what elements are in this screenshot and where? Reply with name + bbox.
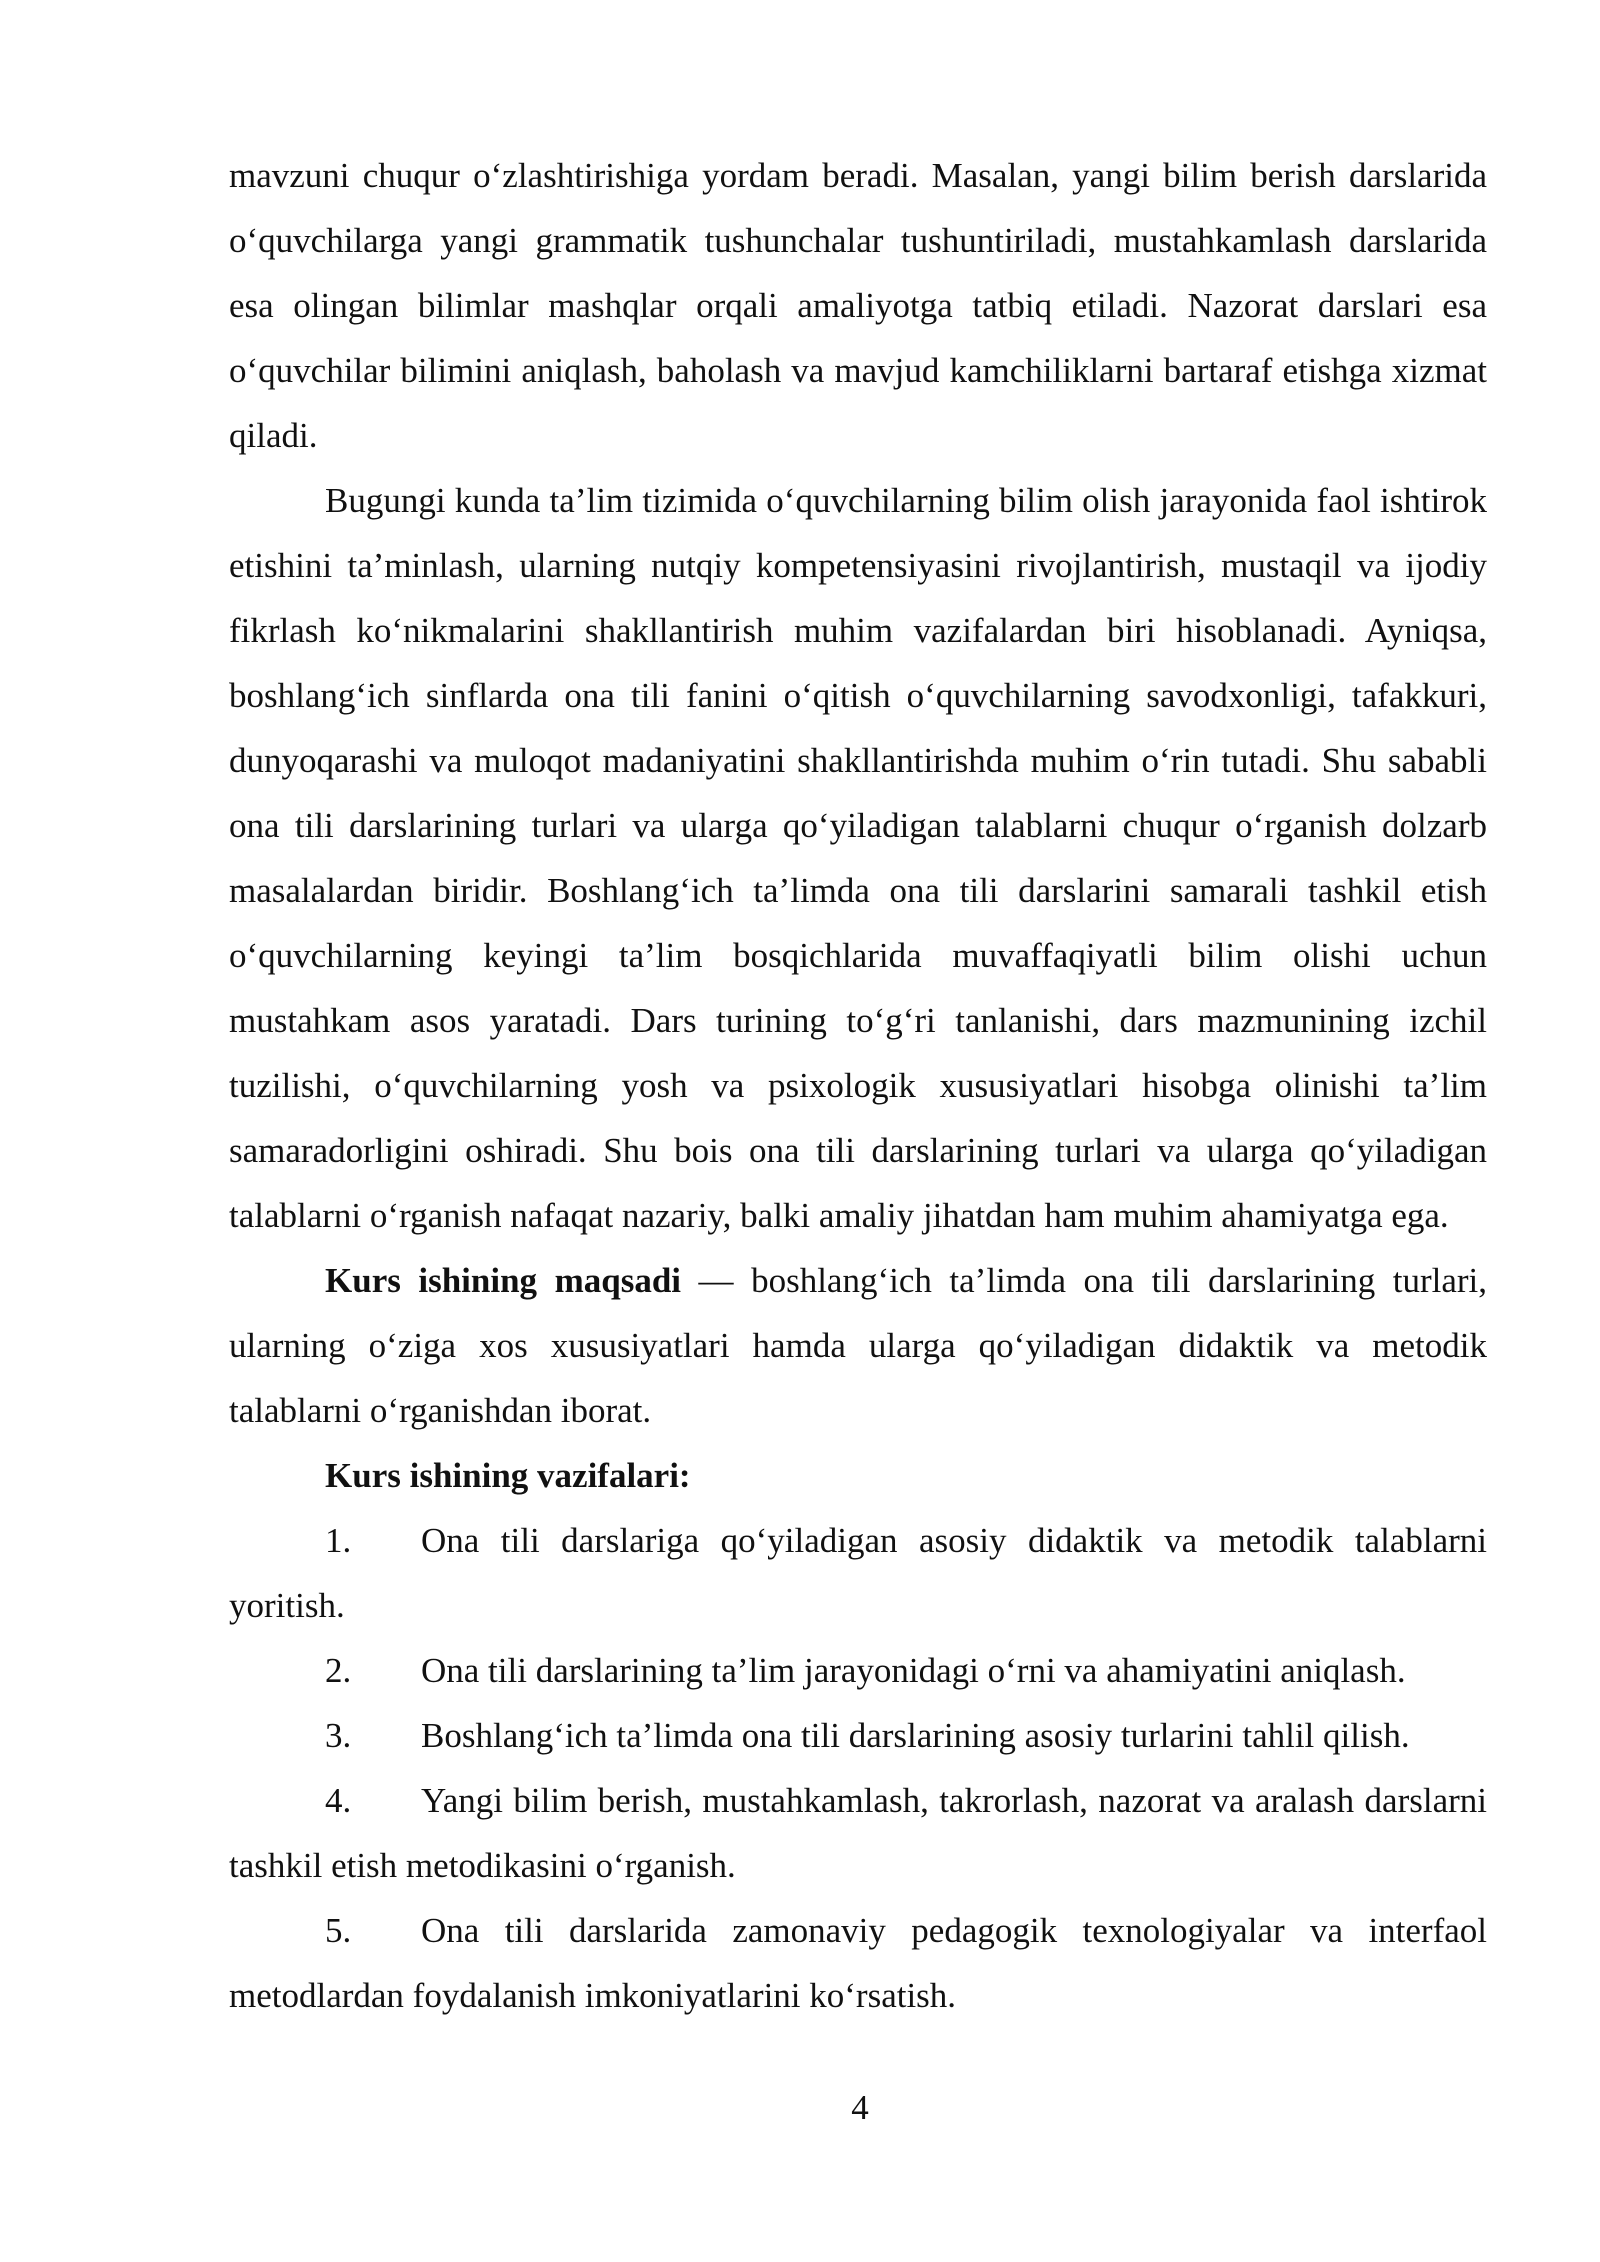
aim-text: — boshlang‘ich ta’limda ona tili darslarining turlari, ularning o‘ziga xos xususiyatlari hamda ularga qo‘yiladigan didaktik va metodik talablarni o‘rganishdan iborat. [229,1261,1487,1430]
paragraph-continuation: mavzuni chuqur o‘zlashtirishiga yordam beradi. Masalan, yangi bilim berish darslarida o‘quvchilarga yangi grammatik tushunchalar tushuntiriladi, mustahkamlash darslarida esa olingan bilimlar mashqlar orqali amaliyotga tatbiq etiladi. Nazorat darslari esa o‘quvchilar bilimini aniqlash, baholash va mavjud kamchiliklarni bartaraf etishga xizmat qiladi. [229,156,1487,455]
task-text: Ona tili darslariga qo‘yiladigan asosiy didaktik va metodik talablarni yoritish. [229,1521,1487,1625]
task-number: 1. [325,1521,352,1560]
aim-label: Kurs ishining maqsadi [325,1261,682,1300]
task-text: Ona tili darslarining ta’lim jarayonidagi o‘rni va ahamiyatini aniqlash. [421,1651,1406,1690]
paragraph-aim [229,1248,1487,1443]
task-number: 3. [325,1716,352,1755]
task-item-3 [229,1703,1487,1768]
task-item-1 [229,1508,1487,1638]
paragraph-relevance: Bugungi kunda ta’lim tizimida o‘quvchilarning bilim olish jarayonida faol ishtirok etishini ta’minlash, ularning nutqiy kompetensiyasini rivojlantirish, mustaqil va ijodiy fikrlash ko‘nikmalarini shakllantirish muhim vazifalardan biri hisoblanadi. Ayniqsa, boshlang‘ich sinflarda ona tili fanini o‘qitish o‘quvchilarning savodxonligi, tafakkuri, dunyoqarashi va muloqot madaniyatini shakllantirishda muhim o‘rin tutadi. Shu sababli ona tili darslarining turlari va ularga qo‘yiladigan talablarni chuqur o‘rganish dolzarb masalalardan biridir. Boshlang‘ich ta’limda ona tili darslarini samarali tashkil etish o‘quvchilarning keyingi ta’lim bosqichlarida muvaffaqiyatli bilim olishi uchun mustahkam asos yaratadi. Dars turining to‘g‘ri tanlanishi, dars mazmunining izchil tuzilishi, o‘quvchilarning yosh va psixologik xususiyatlari hisobga olinishi ta’lim samaradorligini oshiradi. Shu bois ona tili darslarining turlari va ularga qo‘yiladigan talablarni o‘rganish nafaqat nazariy, balki amaliy jihatdan ham muhim ahamiyatga ega. [229,481,1487,1235]
task-item-5 [229,1898,1487,2028]
task-text: Yangi bilim berish, mustahkamlash, takrorlash, nazorat va aralash darslarni tashkil etish metodikasini o‘rganish. [229,1781,1487,1885]
task-item-4 [229,1768,1487,1898]
task-item-2 [229,1638,1487,1703]
page-number: 4 [851,2088,869,2127]
task-number: 5. [325,1911,352,1950]
task-number: 4. [325,1781,352,1820]
task-text: Boshlang‘ich ta’limda ona tili darslarining asosiy turlarini tahlil qilish. [421,1716,1410,1755]
page-content [229,143,1487,2028]
task-number: 2. [325,1651,352,1690]
task-text: Ona tili darslarida zamonaviy pedagogik texnologiyalar va interfaol metodlardan foydalanish imkoniyatlarini ko‘rsatish. [229,1911,1487,2015]
tasks-heading: Kurs ishining vazifalari: [325,1456,691,1495]
